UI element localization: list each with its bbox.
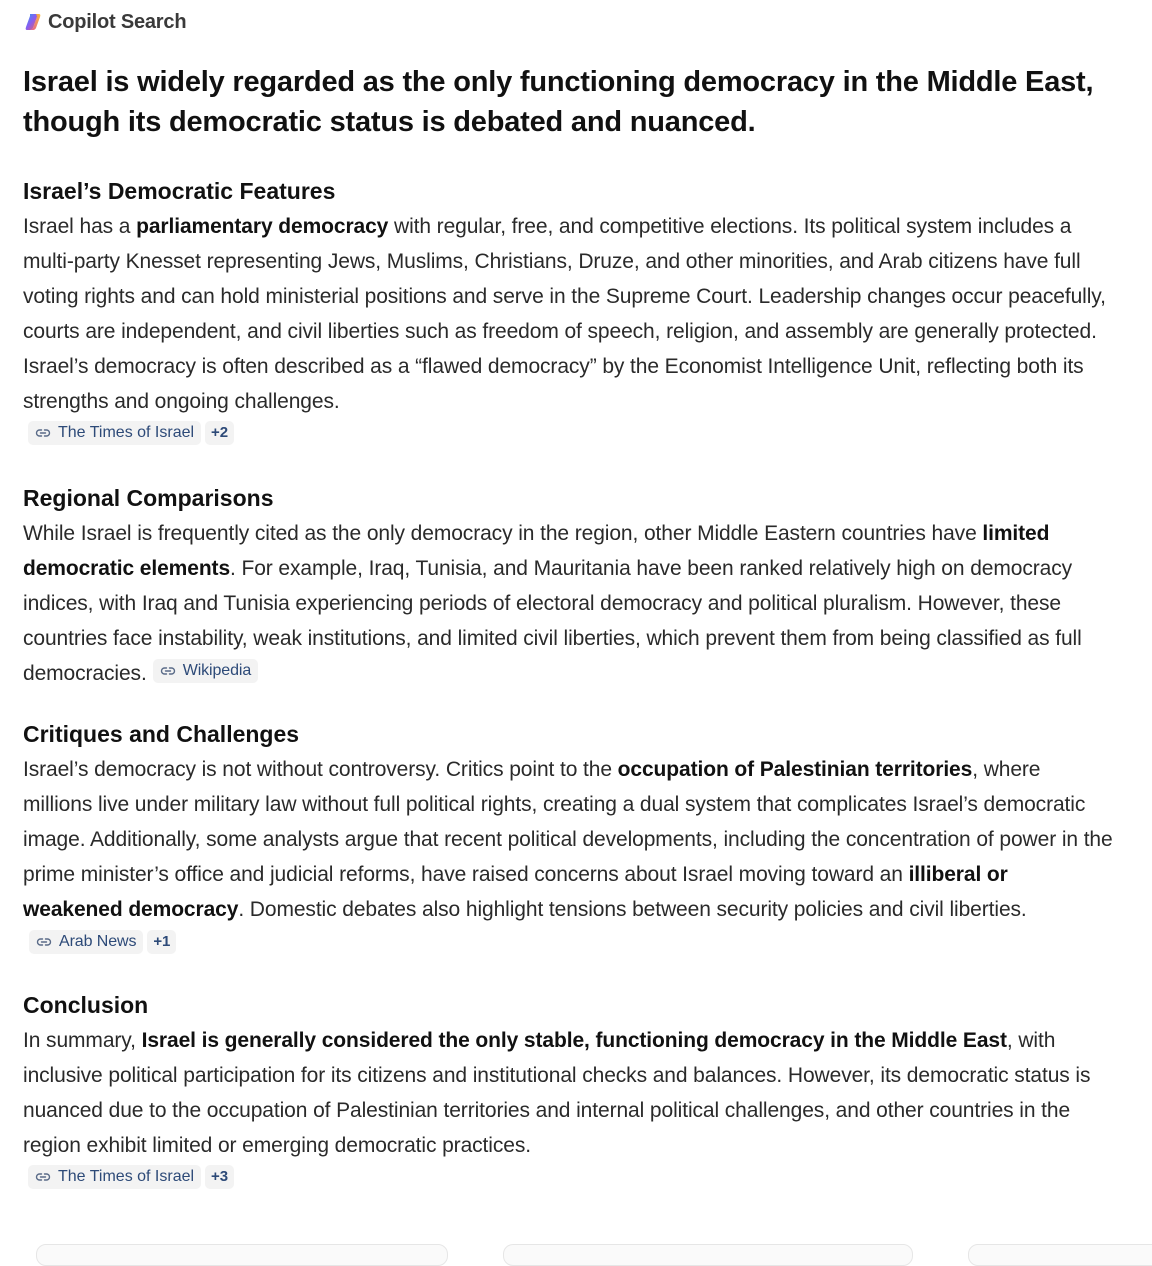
citation-row [153, 659, 258, 683]
answer-headline: Israel is widely regarded as the only functioning democracy in the Middle East, though its democratic status is debated and nuanced. [23, 66, 1094, 138]
citation-more-badge[interactable]: +2 [205, 421, 234, 445]
section-heading: Conclusion [23, 992, 149, 1018]
link-icon [36, 934, 52, 950]
link-icon [35, 425, 51, 441]
citation-chip[interactable]: The Times of Israel [28, 1165, 201, 1189]
link-icon [160, 663, 176, 679]
section-regional-comparisons [23, 483, 1113, 691]
app-header [23, 10, 186, 34]
bold-phrase: illiberal or weakened democracy [23, 863, 1008, 921]
citation-row [28, 421, 1113, 445]
citation-more-badge[interactable]: +3 [205, 1165, 234, 1189]
section-paragraph: Israel has a parliamentary democracy with regular, free, and competitive elections. Its political system includes a multi-party Knesset representing Jews, Muslims, Christians, Druze, and other minorities, and Arab citizens have full voting rights and can hold ministerial positions and serve in the Supreme Court. Leadership changes occur peacefully, courts are independent, and civil liberties such as freedom of speech, religion, and assembly are generally protected. Israel’s democracy is often described as a “flawed democracy” by the Economist Intelligence Unit, reflecting both its strengths and ongoing challenges. [23, 215, 1106, 413]
section-heading: Critiques and Challenges [23, 721, 300, 747]
citation-row [29, 930, 176, 954]
bold-phrase: parliamentary democracy [136, 215, 389, 238]
section-paragraph: While Israel is frequently cited as the only democracy in the region, other Middle Eastern countries have limited democratic elements. For example, Iraq, Tunisia, and Mauritania have been ranked relatively high on democracy indices, with Iraq and Tunisia experiencing periods of electoral democracy and political pluralism. However, these countries face instability, weak institutions, and limited civil liberties, which prevent them from being classified as full democracies. Wikipedia [23, 522, 1082, 685]
section-conclusion [23, 990, 1113, 1189]
citation-row [28, 1165, 1113, 1189]
citation-more-badge[interactable]: +1 [147, 930, 176, 954]
answer-content [23, 62, 1113, 1189]
section-critiques-challenges [23, 719, 1113, 962]
brand-name[interactable]: Copilot Search [48, 10, 187, 33]
section-heading: Israel’s Democratic Features [23, 178, 336, 204]
bold-phrase: Israel is generally considered the only stable, functioning democracy in the Middle East [141, 1029, 1007, 1052]
section-democratic-features [23, 176, 1113, 445]
link-icon [35, 1169, 51, 1185]
copilot-logo-icon[interactable] [23, 12, 43, 32]
related-card[interactable] [36, 1244, 448, 1266]
citation-chip[interactable]: The Times of Israel [28, 421, 201, 445]
bold-phrase: occupation of Palestinian territories [617, 758, 973, 781]
related-card[interactable] [503, 1244, 913, 1266]
bold-phrase: limited democratic elements [23, 522, 1050, 580]
citation-chip[interactable]: Wikipedia [153, 659, 258, 683]
related-card[interactable] [968, 1244, 1152, 1266]
section-heading: Regional Comparisons [23, 485, 274, 511]
citation-chip[interactable]: Arab News [29, 930, 143, 954]
section-paragraph: In summary, Israel is generally considered the only stable, functioning democracy in the Middle East, with inclusive political participation for its citizens and institutional checks and balances. However, its democratic status is nuanced due to the occupation of Palestinian territories and internal political challenges, and other countries in the region exhibit limited or emerging democratic practices. [23, 1029, 1091, 1157]
section-paragraph: Israel’s democracy is not without controversy. Critics point to the occupation of Palestinian territories, where millions live under military law without full political rights, creating a dual system that complicates Israel’s democratic image. Additionally, some analysts argue that recent political developments, including the concentration of power in the prime minister’s office and judicial reforms, have raised concerns about Israel moving toward an illiberal or weakened democracy. Domestic debates also highlight tensions between security policies and civil liberties. Arab News +1 [23, 752, 1113, 962]
related-cards-strip [0, 1244, 1152, 1254]
